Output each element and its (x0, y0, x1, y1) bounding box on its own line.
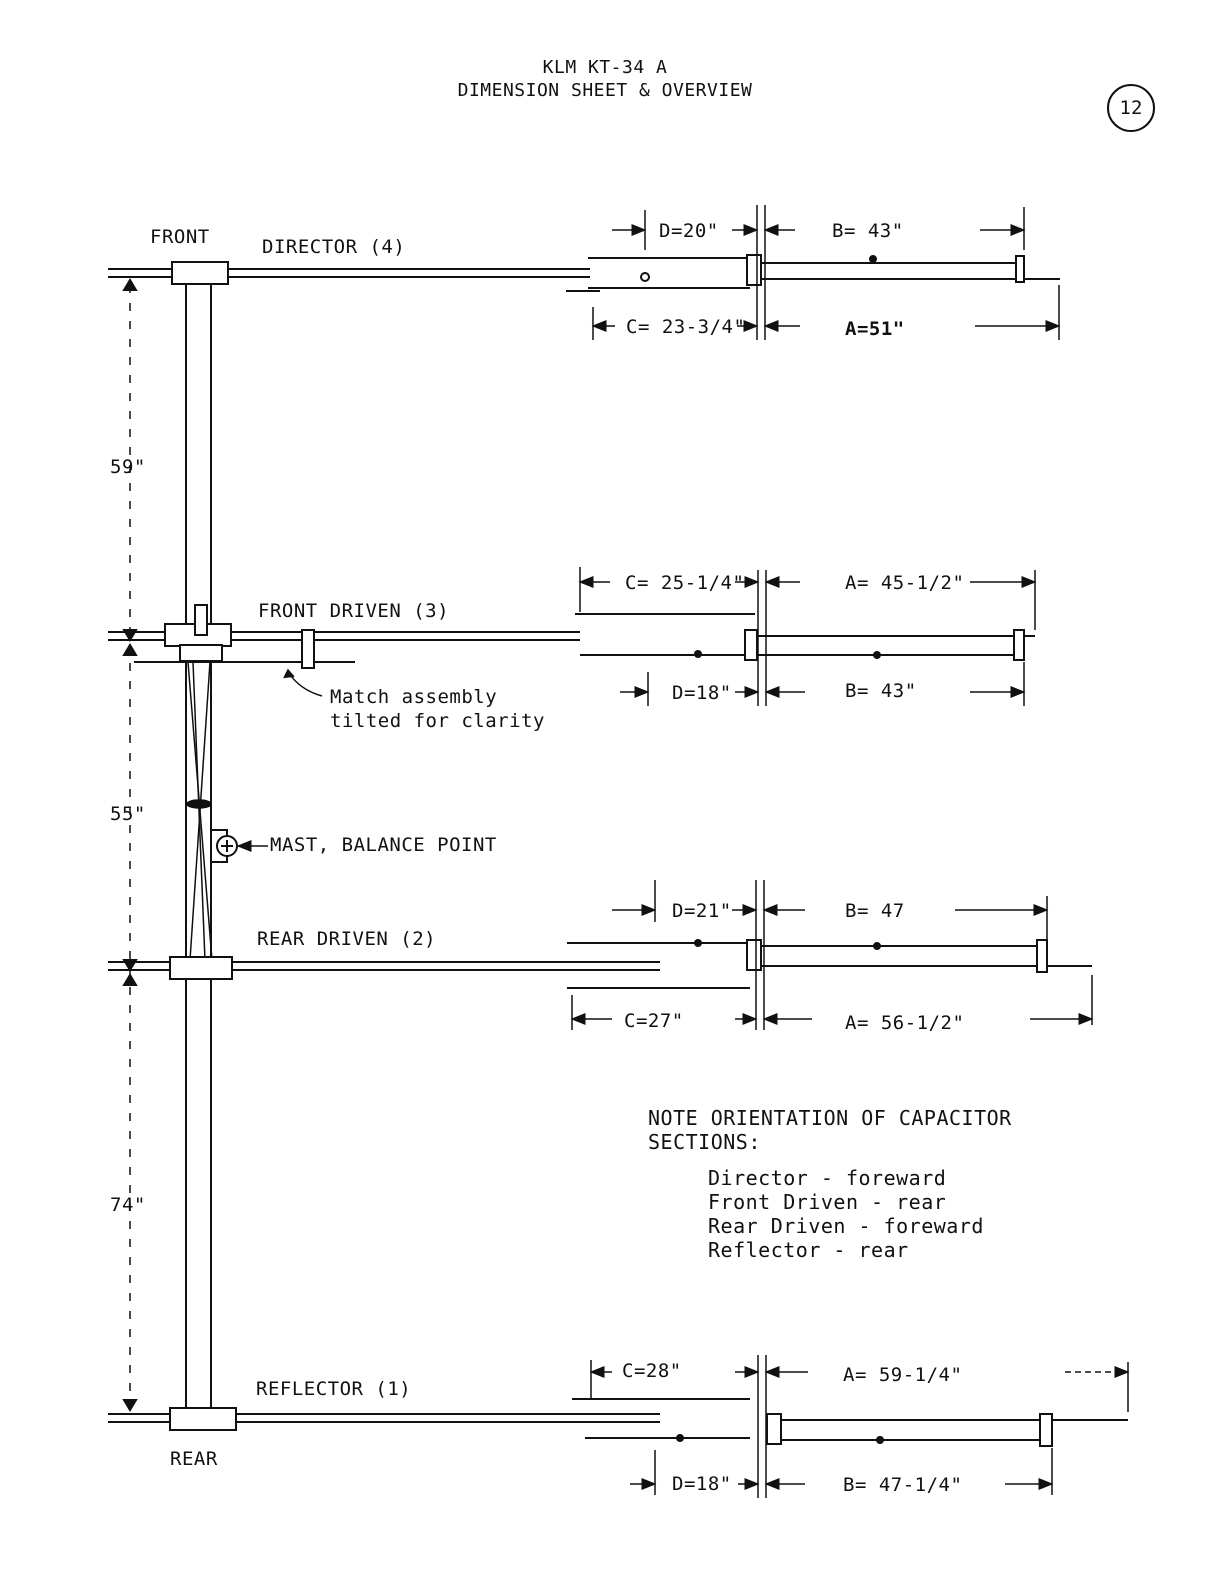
page-number: 12 (1107, 84, 1155, 132)
director-dim-d: D=20" (659, 220, 719, 242)
note-item: Reflector - rear (708, 1238, 909, 1262)
note-heading-1: NOTE ORIENTATION OF CAPACITOR (648, 1106, 1012, 1130)
director-label: DIRECTOR (4) (262, 236, 406, 258)
rear-driven-dim-b: B= 47 (845, 900, 905, 922)
spacing-55: 55" (110, 803, 146, 825)
mast-callout: MAST, BALANCE POINT (270, 834, 497, 856)
spacing-74: 74" (110, 1194, 146, 1216)
match-callout-line-1: Match assembly (330, 686, 498, 708)
front-driven-dim-c: C= 25-1/4" (625, 572, 745, 594)
rear-label: REAR (170, 1448, 218, 1470)
director-dim-c: C= 23-3/4" (626, 316, 746, 338)
front-driven-label: FRONT DRIVEN (3) (258, 600, 450, 622)
note-item: Front Driven - rear (708, 1190, 947, 1214)
match-callout-line-2: tilted for clarity (330, 710, 545, 732)
reflector-label: REFLECTOR (1) (256, 1378, 412, 1400)
reflector-dim-c: C=28" (622, 1360, 682, 1382)
front-label: FRONT (150, 226, 210, 248)
mast-clamp (211, 830, 237, 862)
rear-driven-label: REAR DRIVEN (2) (257, 928, 437, 950)
reflector-dim-b: B= 47-1/4" (843, 1474, 963, 1496)
director-dim-b: B= 43" (832, 220, 904, 242)
rear-driven-dim-c: C=27" (624, 1010, 684, 1032)
front-driven-dim-b: B= 43" (845, 680, 917, 702)
reflector-dim-d: D=18" (672, 1473, 732, 1495)
front-driven-element (108, 605, 1035, 668)
note-heading-2: SECTIONS: (648, 1130, 761, 1154)
front-driven-dim-a: A= 45-1/2" (845, 572, 965, 594)
front-driven-dim-d: D=18" (672, 682, 732, 704)
rear-driven-dim-d: D=21" (672, 900, 732, 922)
director-dim-a: A=51" (845, 318, 905, 340)
boom (186, 270, 211, 1425)
reflector-dim-a: A= 59-1/4" (843, 1364, 963, 1386)
note-item: Rear Driven - foreward (708, 1214, 984, 1238)
title-line-1: KLM KT-34 A (542, 57, 668, 78)
rear-driven-dim-a: A= 56-1/2" (845, 1012, 965, 1034)
note-item: Director - foreward (708, 1166, 947, 1190)
reflector-element (108, 1399, 1128, 1446)
rear-driven-element (108, 940, 1092, 988)
title-line-2: DIMENSION SHEET & OVERVIEW (457, 80, 753, 101)
director-element (108, 255, 1060, 291)
spacing-59: 59" (110, 456, 146, 478)
